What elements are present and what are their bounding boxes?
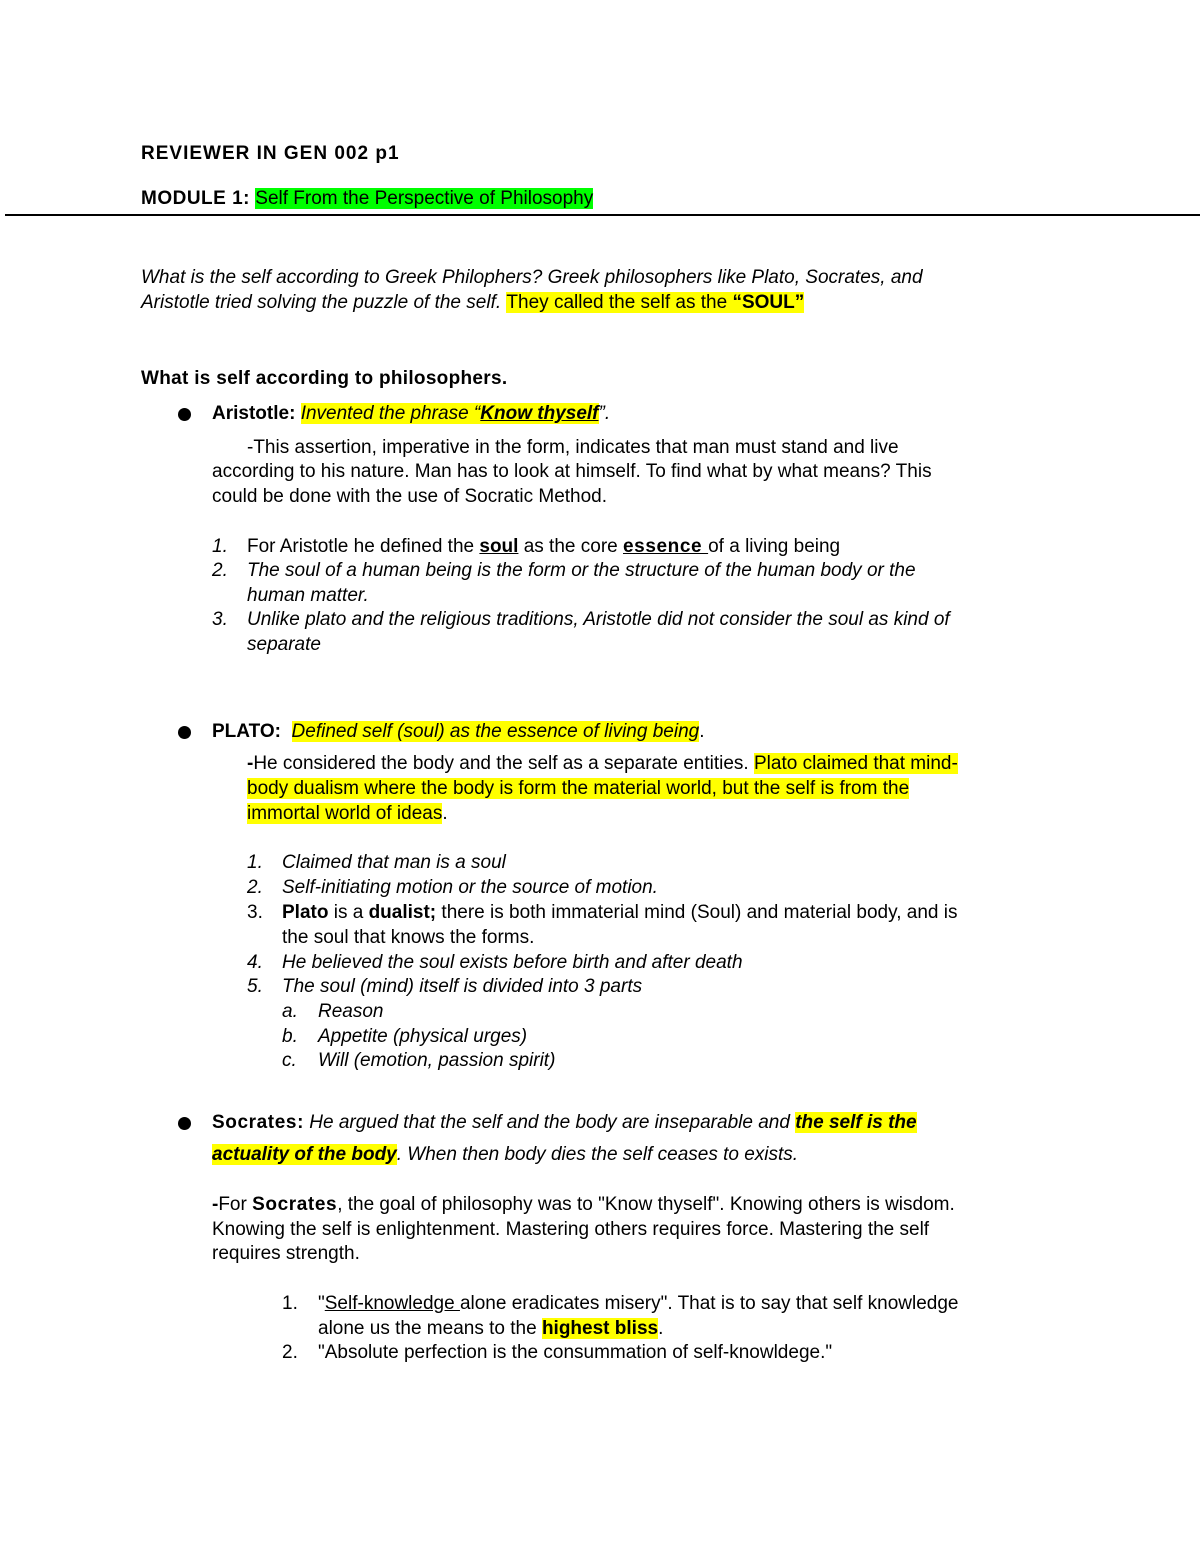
dash: - xyxy=(212,1194,219,1215)
list-text: as the core xyxy=(518,536,623,557)
socrates-line-2-highlight: actuality of the body xyxy=(212,1144,397,1165)
aristotle-phrase-end: ”. xyxy=(598,403,611,424)
plato-para-1-text: He considered the body and the self as a separate entities. xyxy=(253,753,754,774)
socrates-line-1-highlight: the self is the xyxy=(795,1112,917,1133)
aristotle-name: Aristotle: xyxy=(212,403,296,424)
list-letter: b. xyxy=(282,1026,298,1047)
plato-list-item-3 xyxy=(282,900,957,925)
aristotle-para-2: according to his nature. Man has to look at himself. To find what by what means? This xyxy=(212,461,932,482)
bullet-icon xyxy=(178,408,191,421)
aristotle-para-1: -This assertion, imperative in the form, indicates that man must stand and live xyxy=(247,437,899,458)
list-text: of a living being xyxy=(708,536,841,557)
aristotle-phrase xyxy=(301,403,599,424)
aristotle-list-item-1 xyxy=(212,534,228,559)
socrates-heading xyxy=(212,1110,917,1135)
document-title: REVIEWER IN GEN 002 p1 xyxy=(141,143,400,164)
aristotle-para-3: could be done with the use of Socratic Method. xyxy=(212,486,608,507)
socrates-para-text: , the goal of philosophy was to "Know thyself". Knowing others is wisdom. xyxy=(337,1194,955,1215)
aristotle-list-item-1-text xyxy=(247,534,840,559)
socrates-list-item-1-line-2 xyxy=(318,1316,663,1341)
plato-para-3-highlight: immortal world of ideas xyxy=(247,803,443,824)
list-number: 1. xyxy=(282,1293,298,1314)
plato-heading xyxy=(212,719,705,744)
plato-sublist-item-a: Reason xyxy=(318,1001,384,1022)
module-heading xyxy=(141,188,593,210)
bullet-icon xyxy=(178,726,191,739)
socrates-line-2-text: . When then body dies the self ceases to exists. xyxy=(396,1144,799,1165)
plato-para-1 xyxy=(247,751,958,776)
plato-sublist-item-b: Appetite (physical urges) xyxy=(318,1026,528,1047)
socrates-line-1-text: He argued that the self and the body are inseparable and xyxy=(309,1112,796,1133)
dash: - xyxy=(247,753,254,774)
dualist-keyword: dualist; xyxy=(368,902,437,923)
plato-para-1-highlight: Plato claimed that mind- xyxy=(753,753,958,774)
essence-keyword: essence xyxy=(623,536,709,557)
list-text: . xyxy=(658,1318,664,1339)
socrates-line-2 xyxy=(212,1142,798,1167)
aristotle-phrase-pre: Invented the phrase “ xyxy=(300,403,481,424)
plato-definition: Defined self (soul) as the essence of living being xyxy=(291,721,700,742)
aristotle-list-item-3-line-1: Unlike plato and the religious traditions, Aristotle did not consider the soul as kind of xyxy=(247,609,950,630)
bullet-icon xyxy=(178,1117,191,1130)
socrates-list-item-1 xyxy=(318,1291,959,1316)
soul-term: “SOUL” xyxy=(732,292,805,313)
list-number: 3. xyxy=(212,609,228,630)
plato-list-item-3-line-2: the soul that knows the forms. xyxy=(282,927,535,948)
socrates-list-item-2: "Absolute perfection is the consummation of self-knowldege." xyxy=(318,1342,833,1363)
list-number: 1. xyxy=(212,536,228,557)
plato-para-3-end: . xyxy=(442,803,448,824)
plato-list-item-5: The soul (mind) itself is divided into 3 parts xyxy=(282,976,643,997)
list-number: 4. xyxy=(247,952,263,973)
list-number: 5. xyxy=(247,976,263,997)
socrates-keyword: Socrates xyxy=(252,1194,338,1215)
plato-keyword: Plato xyxy=(282,902,329,923)
socrates-name: Socrates: xyxy=(212,1112,304,1133)
aristotle-list-item-3-line-2: separate xyxy=(247,634,321,655)
list-number: 3. xyxy=(247,902,263,923)
horizontal-rule xyxy=(5,214,1200,216)
module-label: MODULE 1: xyxy=(141,188,250,209)
list-text: is a xyxy=(328,902,369,923)
plato-list-item-4: He believed the soul exists before birth and after death xyxy=(282,952,743,973)
list-letter: c. xyxy=(282,1050,297,1071)
aristotle-list-item-2-line-2: human matter. xyxy=(247,585,369,606)
socrates-para-3: requires strength. xyxy=(212,1243,360,1264)
intro-highlight-text: They called the self as the xyxy=(506,292,733,313)
know-thyself-term: Know thyself xyxy=(480,403,599,424)
plato-list-item-1: Claimed that man is a soul xyxy=(282,852,506,873)
list-number: 2. xyxy=(212,560,228,581)
aristotle-heading xyxy=(212,401,610,426)
plato-sublist-item-c: Will (emotion, passion spirit) xyxy=(318,1050,556,1071)
intro-line-1: What is the self according to Greek Philophers? Greek philosophers like Plato, Socrates, and xyxy=(141,267,923,288)
list-letter: a. xyxy=(282,1001,298,1022)
intro-line-2 xyxy=(141,290,804,315)
section-heading: What is self according to philosophers. xyxy=(141,368,508,389)
module-topic: Self From the Perspective of Philosophy xyxy=(255,188,594,209)
soul-keyword: soul xyxy=(479,536,519,557)
list-text: For Aristotle he defined the xyxy=(247,536,480,557)
socrates-para-1 xyxy=(212,1192,955,1217)
intro-highlight xyxy=(506,292,804,313)
list-text: alone eradicates misery". That is to say that self knowledge xyxy=(459,1293,959,1314)
plato-list-item-2: Self-initiating motion or the source of motion. xyxy=(282,877,658,898)
socrates-para-text: For xyxy=(218,1194,253,1215)
list-text: alone us the means to the xyxy=(318,1318,542,1339)
socrates-para-2: Knowing the self is enlightenment. Mastering others requires force. Mastering the self xyxy=(212,1219,930,1240)
plato-para-2 xyxy=(247,776,909,801)
list-number: 1. xyxy=(247,852,263,873)
plato-para-3 xyxy=(247,801,448,826)
list-number: 2. xyxy=(247,877,263,898)
quote-mark: " xyxy=(318,1293,325,1314)
plato-name: PLATO: xyxy=(212,721,281,742)
plato-definition-end: . xyxy=(699,721,705,742)
list-text: there is both immaterial mind (Soul) and material body, and is xyxy=(436,902,958,923)
aristotle-list-item-2-line-1: The soul of a human being is the form or the structure of the human body or the xyxy=(247,560,916,581)
list-number: 2. xyxy=(282,1342,298,1363)
plato-para-2-highlight: body dualism where the body is form the material world, but the self is from the xyxy=(247,778,910,799)
self-knowledge-term: Self-knowledge xyxy=(324,1293,460,1314)
intro-line-2-text: Aristotle tried solving the puzzle of the self. xyxy=(141,292,507,313)
highest-bliss-term: highest bliss xyxy=(541,1318,659,1339)
